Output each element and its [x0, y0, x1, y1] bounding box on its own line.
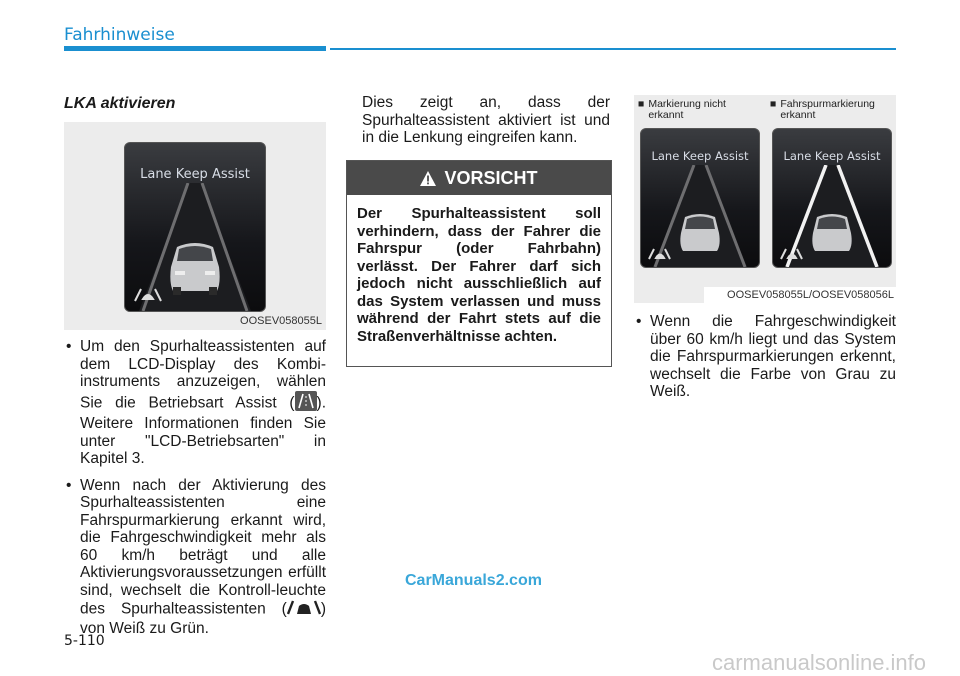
- left-bullet-list: [64, 338, 326, 646]
- right-bullet-list: [634, 313, 896, 410]
- bullet-text: ) von Weiß zu Grün.: [80, 600, 326, 637]
- legend-marker: ■: [638, 98, 645, 110]
- lcd-display-not-detected: [640, 128, 760, 268]
- legend-not-detected: ■ Markierung nicht erkannt: [638, 98, 726, 121]
- lcd-display-detected: [772, 128, 892, 268]
- caution-header: [347, 161, 611, 195]
- watermark-bottom: carmanualsonline.info: [712, 650, 927, 675]
- list-item: • Wenn die Fahrgeschwindigkeit über 60 km/h liegt und das System die Fahrspurmarkierungen erkennt, wechselt die Farbe von Grau zu Weiß.: [634, 313, 896, 401]
- bullet-text: Um den Spurhalteassistenten auf dem LCD-Display des Kombi-instruments anzuzeigen, wählen Sie die Betriebsart Assist (: [80, 338, 326, 411]
- lcd-figure-left: [64, 122, 326, 330]
- caution-box: [346, 160, 612, 367]
- legend-detected: ■ Fahrspurmarkierung erkannt: [770, 98, 875, 121]
- subheading: LKA aktivieren: [64, 95, 176, 112]
- lane-scene-gray-icon: [641, 165, 759, 267]
- figure-code: OOSEV058055L/OOSEV058056L: [727, 289, 894, 301]
- lcd-figure-right: [634, 95, 896, 303]
- figure-code: OOSEV058055L: [240, 315, 322, 327]
- lcd-title: Lane Keep Assist: [651, 149, 749, 163]
- figure-code-panel: [704, 287, 896, 303]
- header-rule-thin: [330, 48, 896, 50]
- caution-title: VORSICHT: [444, 167, 538, 188]
- lane-scene-icon: [125, 183, 265, 311]
- section-title: Fahrhinweise: [64, 25, 175, 45]
- legend-marker: ■: [770, 98, 777, 110]
- lcd-title: Lane Keep Assist: [783, 149, 881, 163]
- intro-paragraph: Dies zeigt an, dass der Spurhalteassistent aktiviert ist und in die Lenkung eingreifen kann.: [362, 94, 610, 146]
- lcd-display: [124, 142, 266, 312]
- bullet-text: ). Weitere Informationen finden Sie unter "LCD-Betriebsarten" in Kapitel 3.: [80, 393, 326, 467]
- assist-mode-icon: [295, 391, 317, 416]
- bullet-text: Wenn nach der Aktivierung des Spurhalteassistenten eine Fahrspurmarkierung erkannt wird, die Fahrgeschwindigkeit mehr als 60 km/h beträgt und alle Aktivierungsvoraussetzungen erfüllt sind, wechselt die Kontroll-leuchte des Spurhalteassistenten (: [80, 476, 326, 618]
- list-item: [64, 338, 326, 468]
- watermark-site: CarManuals2.com: [405, 572, 542, 589]
- lane-scene-white-icon: [773, 165, 891, 267]
- header-rule-thick: [64, 46, 326, 51]
- lcd-title: Lane Keep Assist: [140, 167, 250, 182]
- warning-triangle-icon: [420, 171, 436, 186]
- lane-keep-indicator-icon: [287, 599, 321, 620]
- list-item: [64, 477, 326, 638]
- caution-text: Der Spurhalteassistent soll verhindern, dass der Fahrer die Fahrspur (oder Fahrbahn) verlässt. Der Fahrer darf sich jedoch nicht ausschließlich auf das System verlassen und muss während der Fahrt stets auf die Straßenverhältnisse achten.: [357, 205, 601, 345]
- page-number: 5-110: [64, 633, 105, 649]
